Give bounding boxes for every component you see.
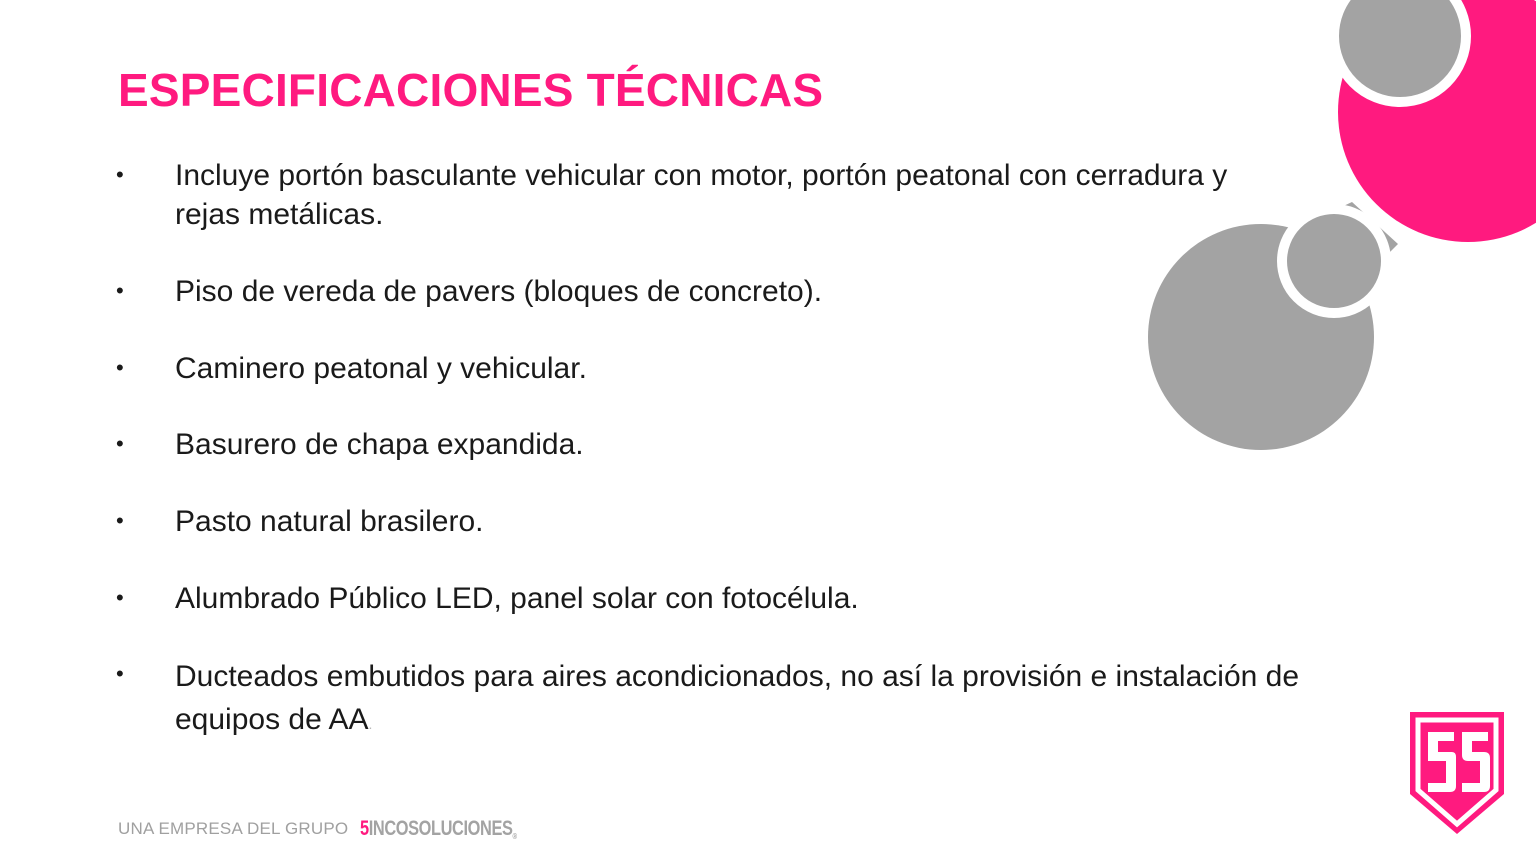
footer-label: UNA EMPRESA DEL GRUPO bbox=[118, 819, 349, 838]
bullet-icon: • bbox=[116, 585, 124, 610]
list-item-text-main: Ducteados embutidos para aires acondicionados, no así la provisión e instalación de equipos de AA bbox=[175, 660, 1300, 736]
bullet-icon: • bbox=[116, 431, 124, 456]
list-item-text: Basurero de chapa expandida. bbox=[175, 428, 584, 461]
list-item-text: Caminero peatonal y vehicular. bbox=[175, 352, 587, 385]
grey-circle-small-icon bbox=[1282, 209, 1386, 313]
footer bbox=[118, 816, 561, 842]
brand-logo bbox=[360, 817, 517, 841]
5s-shield-logo-icon bbox=[1408, 710, 1506, 836]
bullet-icon: • bbox=[116, 162, 124, 187]
list-item-text: Pasto natural brasilero. bbox=[175, 505, 484, 538]
grey-circle-top-icon bbox=[1334, 0, 1466, 102]
bullet-icon: • bbox=[116, 355, 124, 380]
bullet-icon: • bbox=[116, 278, 124, 303]
list-item-text bbox=[175, 655, 1395, 746]
brand-logo-name: INCOSOLUCIONES bbox=[369, 817, 513, 840]
list-item-text: Incluye portón basculante vehicular con motor, portón peatonal con cerradura y rejas metálicas. bbox=[175, 159, 1228, 231]
list-item-text: Piso de vereda de pavers (bloques de concreto). bbox=[175, 275, 823, 308]
list-item-trailing-dot: . bbox=[368, 716, 373, 732]
brand-logo-five: 5 bbox=[360, 817, 370, 840]
bullet-icon: • bbox=[116, 508, 124, 533]
list-item-text: Alumbrado Público LED, panel solar con fotocélula. bbox=[175, 582, 859, 615]
bullet-icon: • bbox=[116, 661, 124, 686]
page-title: ESPECIFICACIONES TÉCNICAS bbox=[118, 64, 824, 116]
brand-logo-registered: ® bbox=[512, 832, 518, 841]
